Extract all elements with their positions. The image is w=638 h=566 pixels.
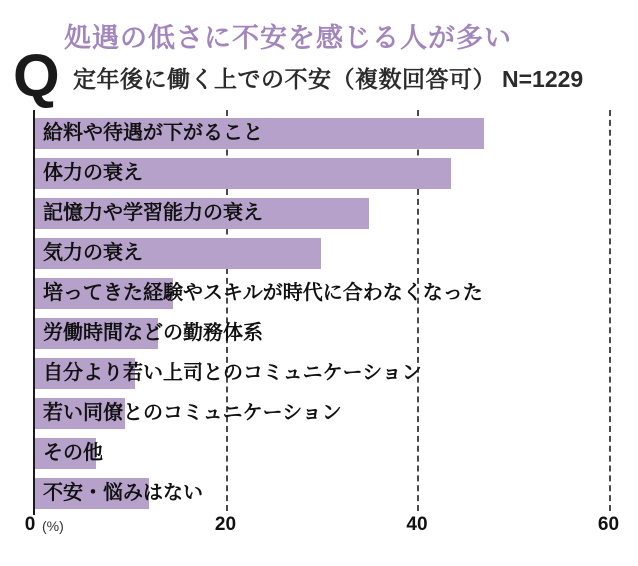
bar-row <box>35 478 635 509</box>
bar-label: 気力の衰え <box>43 242 143 264</box>
bar-row <box>35 238 635 269</box>
chart-title: 処遇の低さに不安を感じる人が多い <box>64 23 512 53</box>
bar-row <box>35 278 635 309</box>
bar-label: その他 <box>43 442 103 464</box>
bar-label: 培ってきた経験やスキルが時代に合わなくなった <box>43 282 483 304</box>
question-q-mark: Q <box>13 42 60 109</box>
x-tick-label-60: 60 <box>597 514 620 535</box>
bar-row <box>35 118 635 149</box>
bar-row <box>35 198 635 229</box>
percent-unit-label: (%) <box>42 518 64 534</box>
x-tick-label-0: 0 <box>24 514 36 535</box>
question-text: 定年後に働く上での不安（複数回答可） <box>73 66 496 92</box>
bar-row <box>35 158 635 189</box>
x-tick-label-20: 20 <box>214 514 237 535</box>
bar-label: 自分より若い上司とのコミュニケーション <box>43 362 422 384</box>
bar-label: 若い同僚とのコミュニケーション <box>43 402 342 424</box>
sample-size: N=1229 <box>502 66 584 92</box>
bar-label: 体力の衰え <box>43 162 143 184</box>
bar-row <box>35 358 635 389</box>
bar-label: 記憶力や学習能力の衰え <box>43 202 263 224</box>
bar-row <box>35 438 635 469</box>
bar-label: 給料や待遇が下がること <box>43 122 263 144</box>
bar-row <box>35 318 635 349</box>
bar-label: 労働時間などの勤務体系 <box>43 322 263 344</box>
bar-label: 不安・悩みはない <box>43 482 203 504</box>
x-tick-label-40: 40 <box>406 514 428 535</box>
bar-row <box>35 398 635 429</box>
